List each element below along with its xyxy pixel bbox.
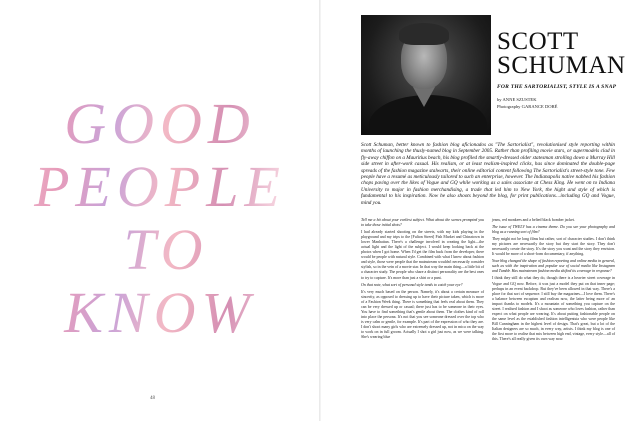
column-paragraph: It's very much based on the person. Namely, it's about a certain measure of sincerity, as opposed to dressing up to have their picture taken, which is more of a Fashion Week thing. There is something that feels real about them. They can be very dressed up or casual; there just has to be someone in their eyes. You have to find something that's gentle about them. The clothes kind of roll into place the persona. It's not that you see someone dressed over the top who is very calm or gentle, for example. It's part of the expression of who they are. I don't shoot many girls who are extremely dressed up, not in mica on the way to work on in full groom. Actually I shot a girl just now, as we were talking. She's wearing blue xyxy=(361,289,484,340)
column-paragraph: They might not be long films but rather, sort of character studies. I don't think my pictures are necessarily the story but they start the story. They don't necessarily create the story. It's the story you want and the story they envision. It would be more of a short-form documentary, if anything. xyxy=(492,237,615,257)
article-credits xyxy=(497,96,637,110)
portrait-shoulders xyxy=(369,95,487,135)
byline: by ANNE SZUSTEK xyxy=(497,97,537,102)
article-subhead: FOR THE SARTORIALIST, STYLE IS A SNAP xyxy=(497,84,617,90)
portrait-photo xyxy=(361,15,491,135)
column-paragraph: The issue of TWELV has a cinema theme. Do you see your photography and blog as a running sort of film? xyxy=(492,225,615,235)
body-column-right xyxy=(492,218,615,344)
headline-word-people: PEOPLE xyxy=(0,158,320,216)
title-line-1: SCOTT xyxy=(497,28,579,55)
column-paragraph: I had already started shooting on the streets, with my kids playing in the playground and my trips to the [Fulton Street] Fish Market and Chinatown in lower Manhattan. There's a challenge involved in creating the light—the actual light and the light of the subject. I would keep looking back at the photos when I got home. When I'd get the film back from the developer, there would be people with natural style. Combined with what I knew about fashion and style, those were people that the mainstream wouldn't necessarily consider stylish, so in the vein of a movie star. In that way the main thing—a little bit of a character study. The people who share a distinct personality are the best ones to try to capture. It's more than just a shirt or a pant. xyxy=(361,230,484,280)
headline-word-good: GOOD xyxy=(0,95,320,153)
column-paragraph: Tell me a bit about your earliest subject. What about the scenes prompted you to take those initial shots? xyxy=(361,218,484,228)
column-paragraph: On that note, what sort of personal style tends to catch your eye? xyxy=(361,282,463,287)
headline-word-know: KNOW xyxy=(0,284,320,342)
page-number: 48 xyxy=(150,396,155,401)
column-paragraph: jeans, red monkees and a belted black bomber jacket. xyxy=(492,218,575,222)
title-line-2: SCHUMAN xyxy=(497,52,626,79)
right-page xyxy=(321,0,640,421)
article-intro: Scott Schuman, better known to fashion blog aficionados as "The Sartorialist", revolutionised style reporting within months of launching the thusly-named blog in September 2005. Rather than profiling movie stars, or supermodels clad in fly-away chiffon on a Mauritius beach, his blog profiled the smartly-dressed older statesman strolling down a Murray Hill side street in after-work casual. His realism, or at least realism-inspired clicks, has since dominated the double-page spreads of the fashion magazine stalwarts, their online editorial content following The Sartorialist's street-style tone. Few people have a resumé as meticulously tailored to such an enterprise, however. The Indianapolis native nabbed his fashion chops paving over the likes of Vogue and GQ while working as a sales associate at Chess King. He went on to Indiana University to major in fashion merchandising, a trade that led him to New York, the hight and style of which is fundamental to his inspiration. Now he also shoots beyond the blog, for print publications…including GQ and Vogue, mind you. xyxy=(361,142,615,206)
headline-word-to: TO xyxy=(6,221,326,279)
body-column-left xyxy=(361,218,484,342)
column-paragraph: Your blog changed the shape of fashion reporting and online media in general, such as with the inspiration and popular use of social media like Instagram and Tumblr. Has mainstream fashion media shifted its coverage in response? xyxy=(492,259,615,274)
article-title xyxy=(497,30,637,78)
photo-credit: Photography GARANCE DORÉ xyxy=(497,104,558,109)
portrait-hair xyxy=(399,23,449,45)
column-paragraph: I think they still do what they do, though there is a heavier street coverage in Vogue and GQ now. Before, it was just a model they put on that inner page; perhaps in an event backdrop. But they've been allowed in that way. There's a place for that sort of sequence. I still buy the magazines—I love them. There's a balance between escapism and realism now, the latter being more of an impact thanks to models. It's a mountain of something you capture on the street. I realised fashion and I shoot as someone who loves fashion, rather than expect on what people are wearing. It's about putting fashionable people on the same level as the established fashion intelligentsia who were people like Bill Cunningham in the highest level of design. That's great, but a lot of the Italian designers are so much, in every way, artists. I think my blog is one of the first more to realise that mix between high end, vintage, every style—all of this. There's all really given its own way now. xyxy=(492,276,615,342)
